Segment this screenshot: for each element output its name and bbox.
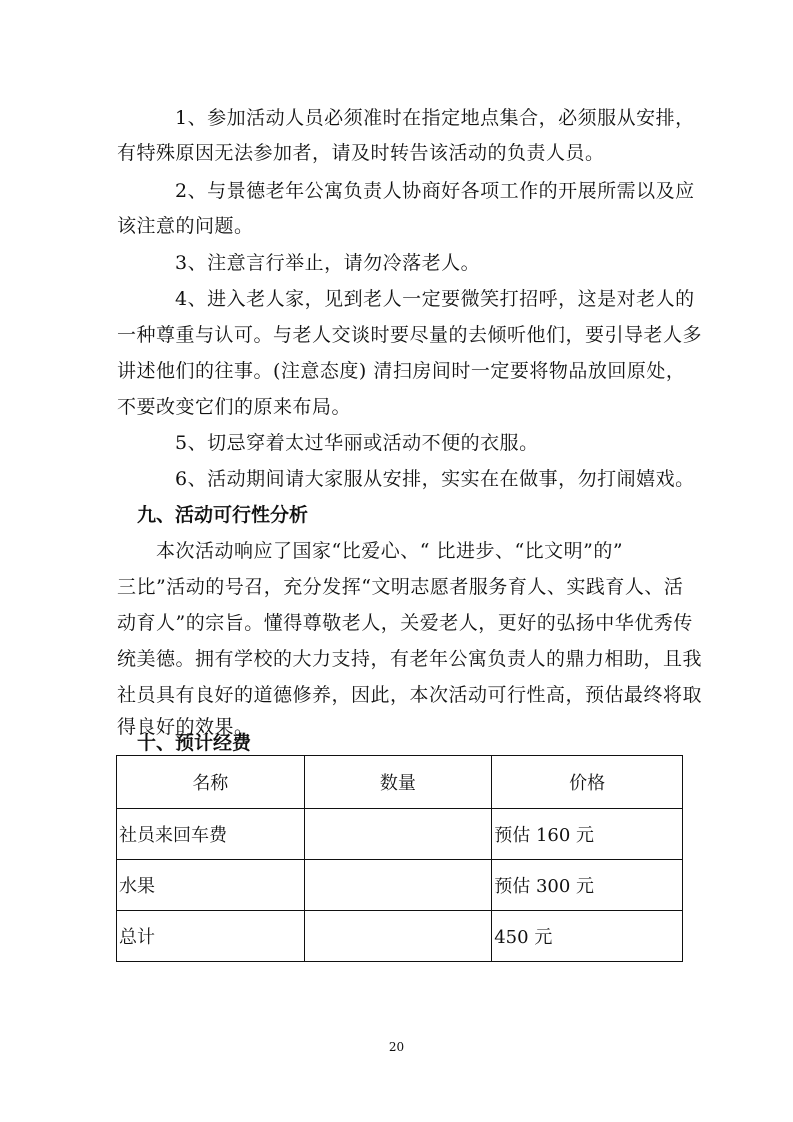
table-row	[117, 911, 683, 962]
rule-2-line-1: 2、与景德老年公寓负责人协商好各项工作的开展所需以及应	[175, 180, 695, 202]
cell-quantity	[304, 809, 492, 860]
rule-1-line-2: 有特殊原因无法参加者，请及时转告该活动的负责人员。	[117, 142, 605, 164]
cell-item: 社员来回车费	[117, 809, 305, 860]
cell-price: 预估 300 元	[492, 860, 683, 911]
table-header-row	[117, 756, 683, 809]
section-9-heading: 九、活动可行性分析	[137, 504, 309, 526]
cell-price: 450 元	[492, 911, 683, 962]
cell-quantity	[304, 860, 492, 911]
header-price: 价格	[492, 756, 683, 809]
cell-quantity	[304, 911, 492, 962]
rule-5: 5、切忌穿着太过华丽或活动不便的衣服。	[175, 432, 539, 454]
section-9-paragraph-line: 得良好的效果。	[117, 716, 254, 738]
section-9-paragraph-line: 三比”活动的号召，充分发挥“文明志愿者服务育人、实践育人、活	[117, 576, 684, 598]
rule-2-line-2: 该注意的问题。	[117, 215, 254, 237]
rule-6: 6、活动期间请大家服从安排，实实在在做事，勿打闹嬉戏。	[175, 468, 695, 490]
page-number: 20	[388, 1040, 405, 1054]
table-row	[117, 860, 683, 911]
budget-table	[116, 755, 683, 962]
section-9-paragraph-line: 动育人”的宗旨。懂得尊敬老人，关爱老人，更好的弘扬中华优秀传	[117, 612, 693, 634]
rule-4-line-1: 4、进入老人家，见到老人一定要微笑打招呼，这是对老人的	[175, 288, 695, 310]
cell-price: 预估 160 元	[492, 809, 683, 860]
section-9-paragraph-line: 社员具有良好的道德修养，因此，本次活动可行性高，预估最终将取	[117, 684, 703, 706]
rule-3: 3、注意言行举止，请勿冷落老人。	[175, 252, 481, 274]
table-row	[117, 809, 683, 860]
rule-1-line-1: 1、参加活动人员必须准时在指定地点集合，必须服从安排，	[175, 107, 695, 129]
section-9-paragraph-line: 本次活动响应了国家“比爱心、“ 比进步、“比文明”的”	[156, 540, 624, 562]
cell-item: 总计	[117, 911, 305, 962]
rule-4-line-3: 讲述他们的往事。(注意态度) 清扫房间时一定要将物品放回原处，	[117, 360, 686, 382]
header-quantity: 数量	[304, 756, 492, 809]
rule-4-line-4: 不要改变它们的原来布局。	[117, 396, 352, 418]
header-name: 名称	[117, 756, 305, 809]
section-9-paragraph-line: 统美德。拥有学校的大力支持，有老年公寓负责人的鼎力相助，且我	[117, 648, 703, 670]
cell-item: 水果	[117, 860, 305, 911]
rule-4-line-2: 一种尊重与认可。与老人交谈时要尽量的去倾听他们，要引导老人多	[117, 324, 703, 346]
section-10-heading: 十、预计经费	[137, 732, 252, 754]
